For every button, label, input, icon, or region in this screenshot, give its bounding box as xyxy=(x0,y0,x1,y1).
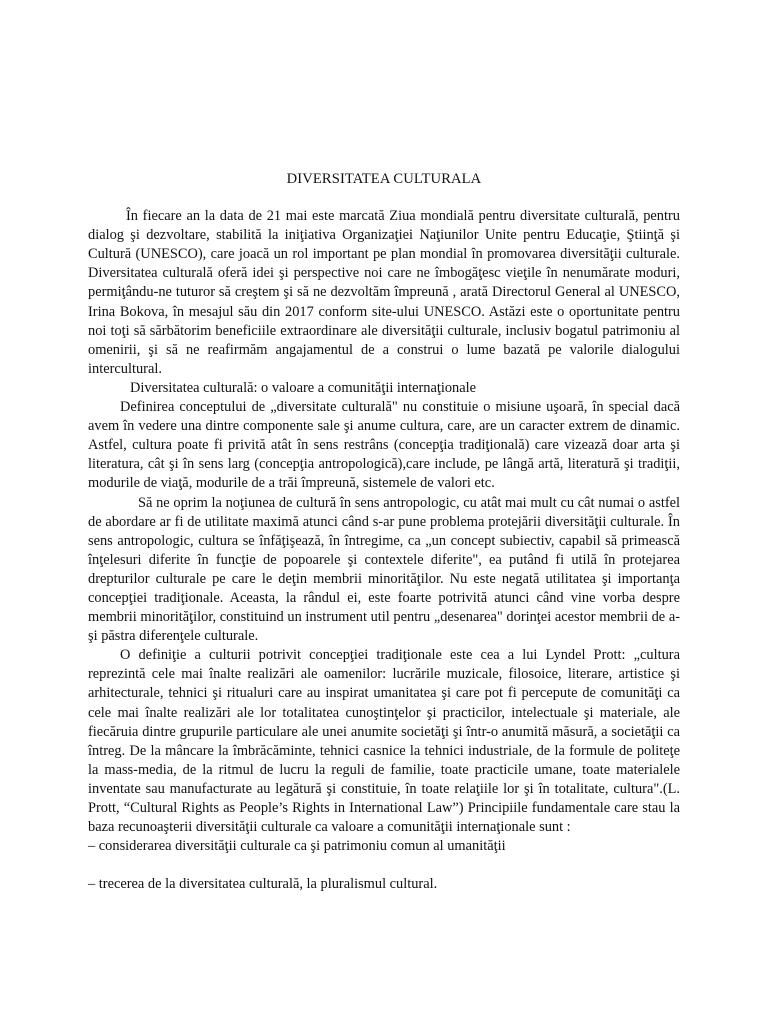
document-title: DIVERSITATEA CULTURALA xyxy=(286,171,482,187)
list-item: – considerarea diversităţii culturale ca şi patrimoniu comun al umanităţii xyxy=(88,838,506,855)
paragraph-intro: În fiecare an la data de 21 mai este marcată Ziua mondială pentru diversitate culturală, pentru dialog şi dezvoltare, stabilită la iniţiativa Organizaţiei Naţiunilor Unite pentru Educaţie, Ştiinţă şi Cultură (UNESCO), care joacă un rol important pe plan mondial în promovarea diversităţii culturale. Diversitatea culturală oferă idei şi perspective noi care ne îmbogăţesc vieţile în nenumărate moduri, permiţându-ne tuturor să creştem şi să ne dezvoltăm împreună , arată Directorul General al UNESCO, Irina Bokova, în mesajul său din 2017 conform site-ului UNESCO. Astăzi este o oportunitate pentru noi toţi să sărbătorim beneficiile extraordinare ale diversităţii culturale, inclusiv bogatul patrimoniu al omenirii, şi să ne reafirmăm angajamentul de a construi o lume bazată pe valorile dialogului intercultural. xyxy=(88,208,680,377)
document-page xyxy=(88,170,680,894)
list-spacer xyxy=(88,856,680,875)
paragraph-prott-definition: O definiţie a culturii potrivit concepţiei tradiţionale este cea a lui Lyndel Prott: „cultura reprezintă cele mai înalte realizări ale oamenilor: lucrările muzicale, filosoice, literare, artistice şi arhitecturale, tehnici şi ritualuri care au inspirat umanitatea şi care pot fi percepute de comunităţi ca cele mai înalte realizări ale lor totalitatea cunoştinţelor şi practicilor, intelectuale şi materiale, ale fiecăruia dintre grupurile particulare ale unei anumite societăţi şi într-o anumită măsură, a societăţii ca întreg. De la mâncare la îmbrăcăminte, tehnici casnice la tehnici industriale, de la formule de politeţe la mass-media, de la ritmul de lucru la reguli de familie, toate practicile umane, toate materialele inventate sau manufacturate au legătură şi constituie, în toate relaţiile lor şi în totalitate, cultura".(L. Prott, “Cultural Rights as People’s Rights in International Law”) Principiile fundamentale care stau la baza recunoaşterii diversităţii culturale ca valoare a comunităţii internaţionale sunt : xyxy=(88,647,680,836)
paragraph-definition: Definirea conceptului de „diversitate culturală" nu constituie o misiune uşoară, în special dacă avem în vedere una dintre componente sale şi anume cultura, care, are un caracter extrem de dinamic. Astfel, cultura poate fi privită atât în sens restrâns (concepţia tradiţională) care vizează doar arta şi literatura, cât şi în sens larg (concepţia antropologică),care include, pe lângă artă, literatură şi tradiţii, modurile de viaţă, modurile de a trăi împreună, sistemele de valori etc. xyxy=(88,399,680,492)
list-item: – trecerea de la diversitatea culturală, la pluralismul cultural. xyxy=(88,876,438,893)
paragraph-anthropological: Să ne oprim la noţiunea de cultură în sens antropologic, cu atât mai mult cu cât numai o astfel de abordare ar fi de utilitate maximă atunci când s-ar pune problema protejării diversităţii culturale. În sens antropologic, cultura se înfăţişează, în întregime, ca „un concept subiectiv, capabil să primească înţelesuri diferite în funcţie de popoarele şi contextele diferite", ea putând fi utilă în protejarea drepturilor culturale pe care le deţin membrii minorităţilor. Nu este negată utilitatea şi importanţa concepţiei tradiţionale. Aceasta, la rândul ei, este foarte potrivită atunci când vine vorba despre membrii minorităţilor, constituind un instrument util pentru „desenarea" dorinţei acestor membrii de a-şi păstra diferenţele culturale. xyxy=(88,494,680,645)
section-subheading: Diversitatea culturală: o valoare a comunităţii internaţionale xyxy=(130,379,477,396)
